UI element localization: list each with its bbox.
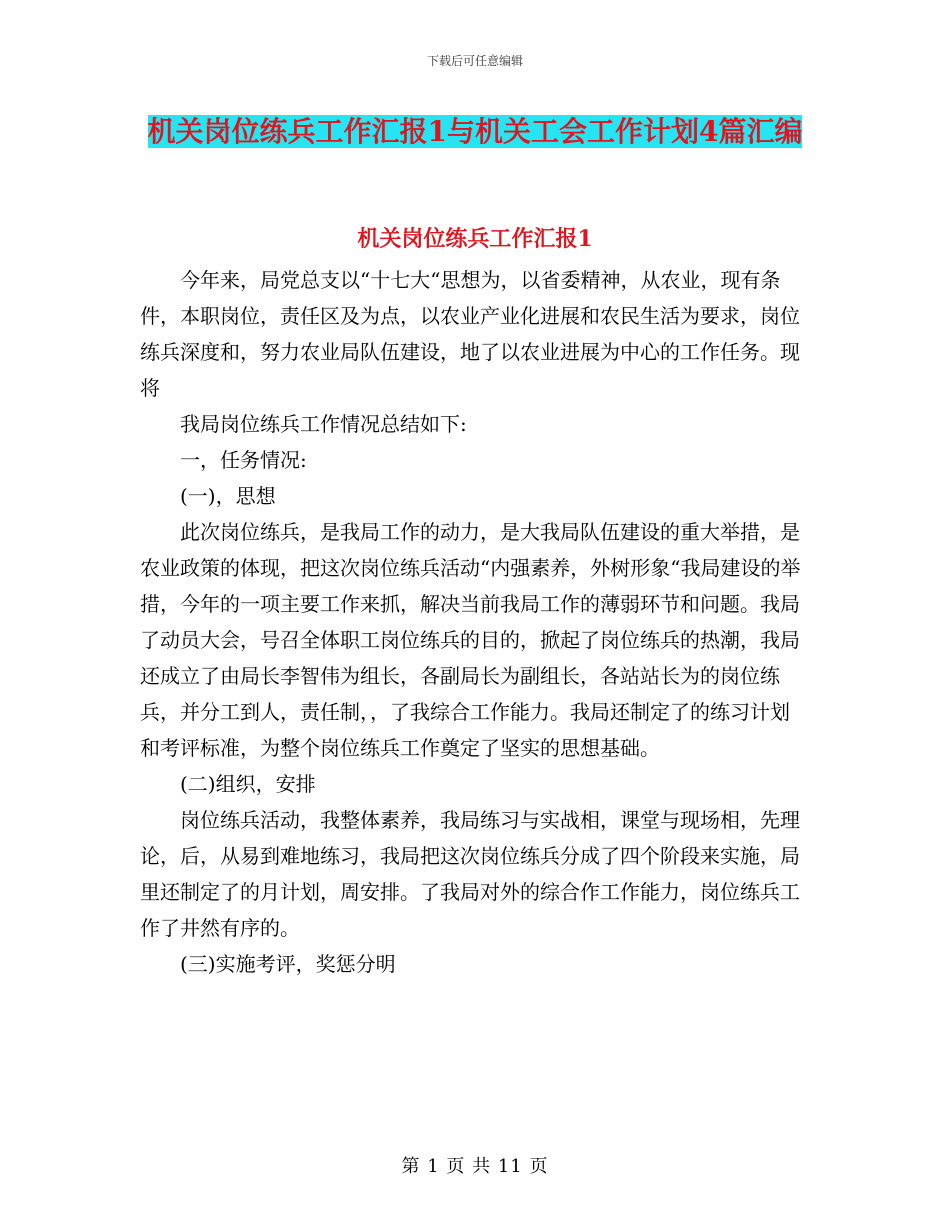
section-title: 机关岗位练兵工作汇报1 xyxy=(357,226,593,252)
document-title xyxy=(140,108,810,156)
paragraph: 我局岗位练兵工作情况总结如下: xyxy=(180,412,467,436)
paragraph: 此次岗位练兵，是我局工作的动力，是大我局队伍建设的重大举措，是农业政策的体现，把这次岗位练兵活动“内强素养，外树形象“我局建设的举措，今年的一项主要工作来抓，解决当前我局工作的薄弱环节和问题。我局了动员大会，号召全体职工岗位练兵的目的，掀起了岗位练兵的热潮，我局还成立了由局长李智伟为组长，各副局长为副组长，各站站长为的岗位练兵，并分工到人，责任制，，了我综合工作能力。我局还制定了的练习计划和考评标准，为整个岗位练兵工作奠定了坚实的思想基础。 xyxy=(140,520,801,760)
paragraph: (三)实施考评，奖惩分明 xyxy=(180,952,396,976)
paragraph: (一)，思想 xyxy=(180,484,276,508)
page-header: 下载后可任意编辑 xyxy=(426,54,523,68)
paragraph: (二)组织，安排 xyxy=(180,772,316,796)
document-title-text: 机关岗位练兵工作汇报1与机关工会工作计划4篇汇编 xyxy=(147,115,803,148)
page-footer: 第 1 页 共 11 页 xyxy=(401,1156,549,1177)
paragraph: 岗位练兵活动，我整体素养，我局练习与实战相，课堂与现场相，先理论，后，从易到难地练习，我局把这次岗位练兵分成了四个阶段来实施，局里还制定了的月计划，周安排。了我局对外的综合作工作能力，岗位练兵工作了井然有序的。 xyxy=(140,808,800,940)
body-text xyxy=(140,262,808,982)
paragraph: 今年来，局党总支以“十七大“思想为，以省委精神，从农业，现有条件，本职岗位，责任区及为点，以农业产业化进展和农民生活为要求，岗位练兵深度和，努力农业局队伍建设，地了以农业进展为中心的工作任务。现将 xyxy=(140,268,800,400)
paragraph: 一，任务情况: xyxy=(180,448,307,472)
